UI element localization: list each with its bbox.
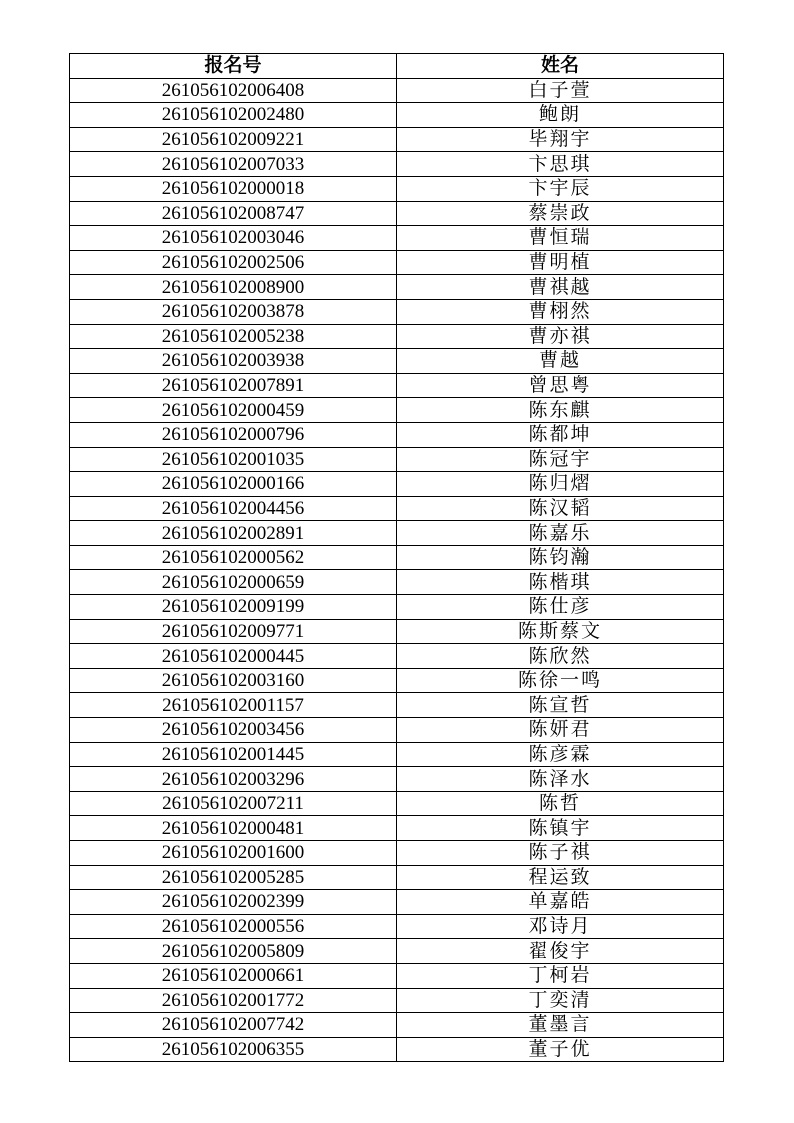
name-cell: 曹明植 (397, 250, 724, 275)
name-cell: 鲍朗 (397, 103, 724, 128)
header-row (70, 54, 724, 79)
name-cell: 蔡崇政 (397, 201, 724, 226)
name-cell: 陈镇宇 (397, 816, 724, 841)
name-cell: 曹亦祺 (397, 324, 724, 349)
name-cell: 丁柯岩 (397, 963, 724, 988)
registration-number-cell: 261056102009199 (70, 595, 397, 620)
table-row (70, 1013, 724, 1038)
registration-number-cell: 261056102009771 (70, 619, 397, 644)
name-cell: 卞思琪 (397, 152, 724, 177)
table-row (70, 963, 724, 988)
table-row (70, 250, 724, 275)
registration-number-cell: 261056102000018 (70, 176, 397, 201)
table-row (70, 398, 724, 423)
table-row (70, 644, 724, 669)
registration-number-cell: 261056102001772 (70, 988, 397, 1013)
name-cell: 白子萱 (397, 78, 724, 103)
registration-number-cell: 261056102000481 (70, 816, 397, 841)
table-row (70, 914, 724, 939)
header-registration-number: 报名号 (70, 54, 397, 79)
registration-number-cell: 261056102004456 (70, 496, 397, 521)
table-row (70, 668, 724, 693)
roster-table (69, 53, 724, 1062)
table-row (70, 373, 724, 398)
table-row (70, 595, 724, 620)
registration-number-cell: 261056102002506 (70, 250, 397, 275)
table-row (70, 103, 724, 128)
registration-number-cell: 261056102007891 (70, 373, 397, 398)
table-row (70, 545, 724, 570)
name-cell: 陈子祺 (397, 841, 724, 866)
name-cell: 陈欣然 (397, 644, 724, 669)
table-row (70, 324, 724, 349)
name-cell: 曹祺越 (397, 275, 724, 300)
name-cell: 陈冠宇 (397, 447, 724, 472)
registration-number-cell: 261056102007211 (70, 791, 397, 816)
table-row (70, 447, 724, 472)
registration-number-cell: 261056102000796 (70, 422, 397, 447)
name-cell: 陈彦霖 (397, 742, 724, 767)
name-cell: 陈归熠 (397, 472, 724, 497)
registration-number-cell: 261056102009221 (70, 127, 397, 152)
registration-number-cell: 261056102003296 (70, 767, 397, 792)
name-cell: 曹越 (397, 349, 724, 374)
registration-number-cell: 261056102003938 (70, 349, 397, 374)
registration-number-cell: 261056102005809 (70, 939, 397, 964)
table-row (70, 841, 724, 866)
name-cell: 陈宣哲 (397, 693, 724, 718)
name-cell: 卞宇辰 (397, 176, 724, 201)
registration-number-cell: 261056102001600 (70, 841, 397, 866)
table-row (70, 127, 724, 152)
name-cell: 丁奕清 (397, 988, 724, 1013)
registration-number-cell: 261056102002480 (70, 103, 397, 128)
name-cell: 单嘉皓 (397, 890, 724, 915)
registration-number-cell: 261056102001157 (70, 693, 397, 718)
table-row (70, 496, 724, 521)
registration-number-cell: 261056102003160 (70, 668, 397, 693)
registration-number-cell: 261056102000166 (70, 472, 397, 497)
name-cell: 陈嘉乐 (397, 521, 724, 546)
table-row (70, 816, 724, 841)
registration-number-cell: 261056102008747 (70, 201, 397, 226)
table-row (70, 939, 724, 964)
name-cell: 陈妍君 (397, 718, 724, 743)
table-row (70, 176, 724, 201)
table-header (70, 54, 724, 79)
name-cell: 董墨言 (397, 1013, 724, 1038)
registration-number-cell: 261056102005285 (70, 865, 397, 890)
name-cell: 翟俊宇 (397, 939, 724, 964)
table-row (70, 767, 724, 792)
name-cell: 陈汉韬 (397, 496, 724, 521)
registration-number-cell: 261056102000562 (70, 545, 397, 570)
registration-number-cell: 261056102002399 (70, 890, 397, 915)
name-cell: 陈仕彦 (397, 595, 724, 620)
registration-number-cell: 261056102000445 (70, 644, 397, 669)
table-row (70, 422, 724, 447)
table-row (70, 865, 724, 890)
registration-number-cell: 261056102003878 (70, 299, 397, 324)
registration-number-cell: 261056102001035 (70, 447, 397, 472)
name-cell: 陈钧瀚 (397, 545, 724, 570)
table-row (70, 201, 724, 226)
table-row (70, 349, 724, 374)
name-cell: 陈都坤 (397, 422, 724, 447)
table-row (70, 275, 724, 300)
table-row (70, 718, 724, 743)
registration-number-cell: 261056102000556 (70, 914, 397, 939)
registration-number-cell: 261056102007033 (70, 152, 397, 177)
table-row (70, 619, 724, 644)
table-row (70, 890, 724, 915)
header-name: 姓名 (397, 54, 724, 79)
registration-number-cell: 261056102006408 (70, 78, 397, 103)
table-row (70, 299, 724, 324)
table-row (70, 226, 724, 251)
registration-number-cell: 261056102000661 (70, 963, 397, 988)
name-cell: 邓诗月 (397, 914, 724, 939)
table-row (70, 78, 724, 103)
name-cell: 陈斯蔡文 (397, 619, 724, 644)
name-cell: 董子优 (397, 1037, 724, 1062)
table-row (70, 521, 724, 546)
registration-number-cell: 261056102000459 (70, 398, 397, 423)
registration-number-cell: 261056102001445 (70, 742, 397, 767)
table-row (70, 693, 724, 718)
table-row (70, 472, 724, 497)
registration-number-cell: 261056102006355 (70, 1037, 397, 1062)
name-cell: 程运致 (397, 865, 724, 890)
table-row (70, 570, 724, 595)
table-row (70, 1037, 724, 1062)
name-cell: 陈泽水 (397, 767, 724, 792)
registration-number-cell: 261056102003456 (70, 718, 397, 743)
registration-number-cell: 261056102003046 (70, 226, 397, 251)
registration-number-cell: 261056102002891 (70, 521, 397, 546)
registration-number-cell: 261056102008900 (70, 275, 397, 300)
registration-number-cell: 261056102000659 (70, 570, 397, 595)
table-row (70, 988, 724, 1013)
registration-number-cell: 261056102005238 (70, 324, 397, 349)
name-cell: 曹栩然 (397, 299, 724, 324)
name-cell: 陈徐一鸣 (397, 668, 724, 693)
name-cell: 曹恒瑞 (397, 226, 724, 251)
name-cell: 陈东麒 (397, 398, 724, 423)
name-cell: 曾思粤 (397, 373, 724, 398)
table-row (70, 791, 724, 816)
registration-number-cell: 261056102007742 (70, 1013, 397, 1038)
table-body (70, 78, 724, 1062)
table-row (70, 742, 724, 767)
name-cell: 毕翔宇 (397, 127, 724, 152)
name-cell: 陈楷琪 (397, 570, 724, 595)
table-row (70, 152, 724, 177)
name-cell: 陈哲 (397, 791, 724, 816)
